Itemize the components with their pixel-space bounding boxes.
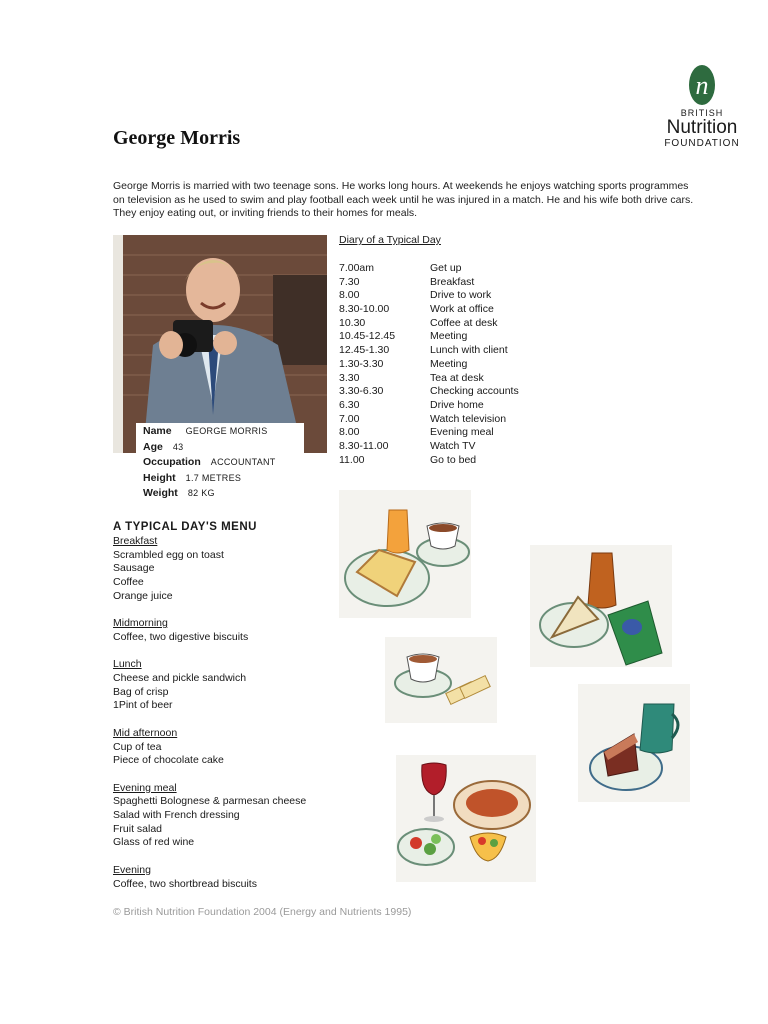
page-title: George Morris	[113, 127, 241, 149]
diary-activity: Evening meal	[430, 426, 494, 439]
menu-heading: Evening meal	[113, 781, 177, 794]
diary-entry	[339, 440, 519, 454]
diary-activity: Drive to work	[430, 289, 492, 302]
diary-entry	[339, 289, 519, 303]
profile-label: Weight	[143, 487, 178, 499]
man-with-camera-image	[113, 235, 327, 453]
diary-activity: Checking accounts	[430, 385, 519, 398]
menu-item: Salad with French dressing	[113, 809, 240, 821]
menu-item: Coffee	[113, 576, 144, 589]
diary-time: 10.45-12.45	[339, 330, 396, 343]
diary-entry	[339, 372, 519, 386]
diary-time: 7.00	[339, 412, 360, 425]
diary-time: 12.45-1.30	[339, 344, 390, 357]
menu-item: Bag of crisp	[113, 685, 169, 698]
diary-entry	[339, 358, 519, 372]
midmorning-illustration	[385, 637, 497, 723]
menu-item: Spaghetti Bolognese & parmesan cheese	[113, 795, 307, 808]
diary-activity: Coffee at desk	[430, 316, 498, 329]
breakfast-illustration	[339, 490, 471, 618]
diary-time: 11.00	[339, 453, 365, 466]
profile-details	[143, 424, 276, 502]
diary-time: 1.30-3.30	[339, 357, 384, 370]
menu-item: Scrambled egg on toast	[113, 548, 224, 561]
menu-heading: Breakfast	[113, 535, 158, 547]
menu-title: A TYPICAL DAY'S MENU	[113, 521, 257, 533]
profile-value: 43	[172, 441, 184, 452]
diary-time: 6.30	[339, 398, 360, 411]
diary-title: Diary of a Typical Day	[339, 234, 441, 246]
profile-row-name	[143, 424, 276, 440]
diary-entry	[339, 330, 519, 344]
diary-time: 3.30	[339, 371, 360, 384]
menu-item: 1Pint of beer	[113, 699, 173, 712]
profile-label: Height	[143, 471, 176, 484]
menu-item: Sausage	[113, 562, 155, 575]
diary-time: 8.30-11.00	[339, 439, 389, 452]
diary-time: 7.30	[339, 275, 360, 288]
profile-value: ACCOUNTANT	[210, 457, 276, 467]
profile-value: 1.7 METRES	[185, 472, 242, 483]
menu-item: Cup of tea	[113, 740, 162, 753]
diary-entry	[339, 276, 519, 290]
profile-value: 82 KG	[187, 488, 215, 498]
lunch-illustration	[530, 545, 672, 667]
menu-heading: Mid afternoon	[113, 726, 178, 739]
menu-section-mid-afternoon	[113, 727, 306, 768]
diary-entry	[339, 413, 519, 427]
svg-text:n: n	[695, 71, 709, 100]
menu-section-breakfast	[113, 535, 306, 604]
afternoon-illustration	[578, 684, 690, 802]
menu-item: Glass of red wine	[113, 836, 195, 849]
menu-section-evening	[113, 864, 306, 891]
profile-label: Age	[143, 440, 163, 453]
diary-activity: Drive home	[430, 398, 484, 411]
diary-entry	[339, 385, 519, 399]
menu-list	[113, 535, 306, 905]
menu-item: Orange juice	[113, 589, 173, 602]
menu-item: Coffee, two shortbread biscuits	[113, 877, 257, 890]
profile-label: Name	[143, 425, 172, 437]
diary-time: 8.00	[339, 289, 360, 302]
diary-activity: Watch TV	[430, 439, 476, 452]
evening-meal-illustration	[396, 755, 536, 882]
profile-value: GEORGE MORRIS	[185, 426, 268, 436]
diary-entry	[339, 426, 519, 440]
intro-paragraph: George Morris is married with two teenage sons. He works long hours. At weekends he enjoys watching sports programmes on television as he used to swim and play football each week until he was injured in a match. He and his wife both drive cars. They enjoy eating out, or inviting friends to their homes for meals.	[113, 180, 694, 219]
diary-entry	[339, 317, 519, 331]
diary-time: 3.30-6.30	[339, 385, 384, 398]
profile-row-weight	[143, 486, 276, 502]
diary-activity: Meeting	[430, 357, 468, 370]
menu-section-midmorning	[113, 617, 306, 644]
diary-entry	[339, 454, 519, 468]
diary-activity: Meeting	[430, 330, 468, 343]
menu-item: Coffee, two digestive biscuits	[113, 630, 249, 643]
diary-time: 7.00am	[339, 262, 375, 274]
menu-item: Piece of chocolate cake	[113, 754, 224, 767]
diary-entry	[339, 344, 519, 358]
diary-activity: Lunch with client	[430, 344, 508, 357]
menu-heading: Midmorning	[113, 617, 168, 630]
menu-section-evening-meal	[113, 782, 306, 851]
diary-activity: Get up	[430, 262, 462, 274]
british-nutrition-foundation-logo-icon	[688, 64, 716, 106]
diary-list	[339, 262, 519, 467]
menu-item: Cheese and pickle sandwich	[113, 672, 247, 684]
logo-british-text: BRITISH	[680, 108, 724, 118]
bnf-logo	[648, 64, 756, 158]
diary-activity: Breakfast	[430, 275, 475, 288]
profile-label: Occupation	[143, 456, 201, 468]
diary-time: 10.30	[339, 316, 366, 329]
menu-section-lunch	[113, 658, 306, 713]
profile-row-occupation	[143, 455, 276, 471]
diary-activity: Watch television	[430, 412, 507, 425]
diary-entry	[339, 303, 519, 317]
diary-activity: Work at office	[430, 303, 494, 316]
portrait-photo	[113, 235, 327, 453]
menu-heading: Lunch	[113, 658, 142, 671]
diary-activity: Tea at desk	[430, 371, 484, 384]
copyright-footer: © British Nutrition Foundation 2004 (Energy and Nutrients 1995)	[113, 906, 412, 918]
diary-entry	[339, 262, 519, 276]
menu-heading: Evening	[113, 863, 151, 876]
diary-time: 8.30-10.00	[339, 303, 390, 316]
menu-item: Fruit salad	[113, 822, 163, 835]
diary-activity: Go to bed	[430, 453, 477, 466]
profile-row-height	[143, 471, 276, 487]
logo-nutrition-text: Nutrition	[666, 117, 738, 138]
diary-time: 8.00	[339, 426, 360, 439]
profile-row-age	[143, 440, 276, 456]
diary-entry	[339, 399, 519, 413]
logo-foundation-text: FOUNDATION	[664, 138, 740, 149]
